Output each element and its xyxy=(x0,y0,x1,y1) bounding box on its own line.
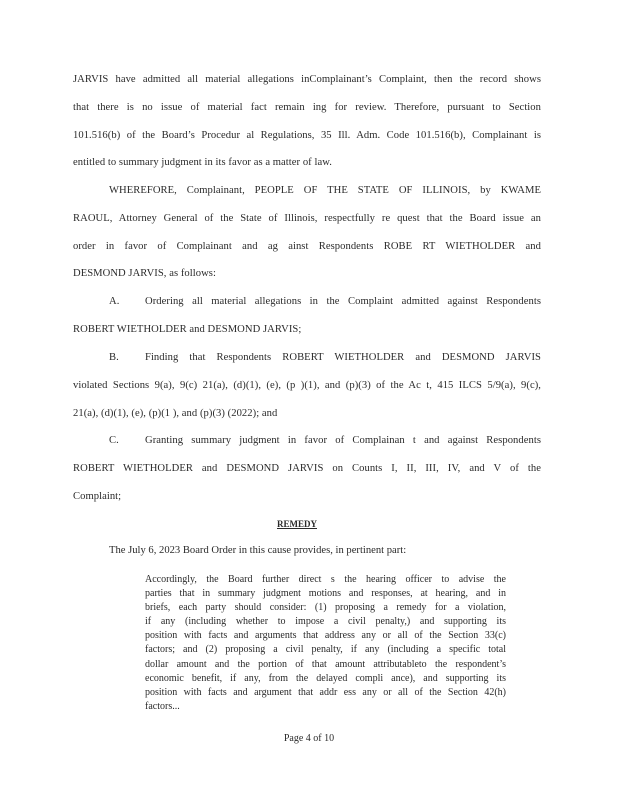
relief-item-b xyxy=(73,344,541,427)
item-letter: A. xyxy=(109,296,120,307)
paragraph-summary-judgment xyxy=(73,66,541,177)
text-line: entitled to summary judgment in its favor as a matter of law. xyxy=(73,157,332,169)
quote-line: position with facts and argument that addr ess any or all of the Section 42(h) xyxy=(145,686,506,698)
text-line: JARVIS have admitted all material allegations inComplainant’s Complaint, then the record shows xyxy=(73,74,541,85)
item-text: Finding that Respondents ROBERT WIETHOLDER and DESMOND JARVIS xyxy=(145,352,541,363)
item-text: Granting summary judgment in favor of Complainan t and against Respondents xyxy=(145,435,541,446)
text-line: violated Sections 9(a), 9(c) 21(a), (d)(1), (e), (p )(1), and (p)(3) of the Ac t, 415 ILCS 5/9(a), 9(c), xyxy=(73,379,541,391)
item-text: Ordering all material allegations in the Complaint admitted against Respondents xyxy=(145,296,541,307)
item-letter: B. xyxy=(109,352,119,363)
text-line: 101.516(b) of the Board’s Procedur al Regulations, 35 Ill. Adm. Code 101.516(b), Complainant is xyxy=(73,129,541,141)
item-first-line xyxy=(73,427,541,455)
item-first-line xyxy=(73,288,541,316)
quote-line: parties that in summary judgment motions and responses, at hearing, and in xyxy=(145,588,506,600)
text-line: order in favor of Complainant and ag ainst Respondents ROBE RT WIETHOLDER and xyxy=(73,240,541,252)
item-letter: C. xyxy=(109,435,119,446)
quote-line: briefs, each party should consider: (1) proposing a remedy for a violation, xyxy=(145,602,506,614)
page-number: Page 4 of 10 xyxy=(283,733,335,744)
paragraph-wherefore xyxy=(73,177,541,288)
text-line: Complaint; xyxy=(73,490,122,502)
quote-line: factors... xyxy=(145,700,180,712)
remedy-heading xyxy=(0,519,618,529)
heading-text: REMEDY xyxy=(277,519,317,529)
text-line: that there is no issue of material fact remain ing for review. Therefore, pursuant to Section xyxy=(73,101,541,113)
relief-item-a xyxy=(73,288,541,344)
block-quote xyxy=(145,573,506,714)
text-line: ROBERT WIETHOLDER and DESMOND JARVIS; xyxy=(73,323,302,335)
quote-line: dollar amount and the portion of that amount attributableto the respondent’s xyxy=(145,658,506,670)
quote-line: Accordingly, the Board further direct s the hearing officer to advise the xyxy=(145,574,506,585)
quote-line: position with facts and arguments that address any or all of the Section 33(c) xyxy=(145,630,506,642)
text-line: WHEREFORE, Complainant, PEOPLE OF THE STATE OF ILLINOIS, by KWAME xyxy=(109,185,541,196)
order-intro: The July 6, 2023 Board Order in this cause provides, in pertinent part: xyxy=(109,545,407,556)
quote-line: economic benefit, if any, from the delayed compli ance), and supporting its xyxy=(145,672,506,684)
relief-item-c xyxy=(73,427,541,510)
text-line: DESMOND JARVIS, as follows: xyxy=(73,268,216,280)
text-line: RAOUL, Attorney General of the State of Illinois, respectfully re quest that the Board issue an xyxy=(73,212,541,224)
item-first-line xyxy=(73,344,541,372)
text-line: ROBERT WIETHOLDER and DESMOND JARVIS on Counts I, II, III, IV, and V of the xyxy=(73,462,541,474)
quote-line: if any (including whether to impose a civil penalty,) and supporting its xyxy=(145,616,506,628)
text-line: 21(a), (d)(1), (e), (p)(1 ), and (p)(3) (2022); and xyxy=(73,407,278,419)
quote-line: factors; and (2) proposing a civil penalty, if any (including a specific total xyxy=(145,644,506,656)
